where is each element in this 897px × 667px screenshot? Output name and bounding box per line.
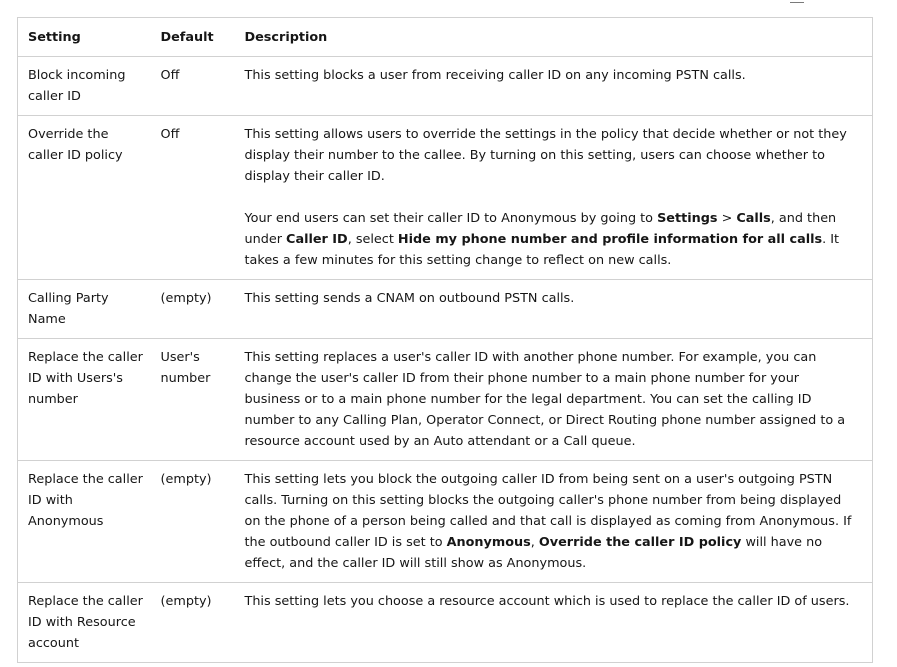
setting-cell: Override the caller ID policy [18, 116, 156, 280]
default-cell: User's number [156, 339, 230, 461]
default-cell: Off [156, 57, 230, 116]
table-row [18, 583, 873, 663]
table-row [18, 57, 873, 116]
description-cell: This setting lets you choose a resource account which is used to replace the caller ID of users. [230, 583, 873, 663]
table-row [18, 116, 873, 280]
default-cell: (empty) [156, 461, 230, 583]
text-run: Your end users can set their caller ID to Anonymous by going to [244, 211, 658, 226]
description-cell: This setting blocks a user from receiving caller ID on any incoming PSTN calls. [230, 57, 873, 116]
text-run: > [717, 211, 737, 226]
default-cell: Off [156, 116, 230, 280]
text-run: , [530, 535, 539, 550]
description-cell: This setting sends a CNAM on outbound PSTN calls. [230, 280, 873, 339]
bold-text-run: Settings [657, 211, 718, 226]
table-header-row [18, 18, 873, 57]
description-paragraph [245, 208, 859, 271]
default-cell: (empty) [156, 583, 230, 663]
description-cell [230, 461, 873, 583]
setting-cell: Calling Party Name [18, 280, 156, 339]
default-cell: (empty) [156, 280, 230, 339]
description-cell: This setting replaces a user's caller ID with another phone number. For example, you can change the user's caller ID from their phone number to a main phone number for your business or to a main phone number for the legal department. You can set the calling ID number to any Calling Plan, Operator Connect, or Direct Routing phone number assigned to a resource account used by an Auto attendant or a Call queue. [230, 339, 873, 461]
setting-cell: Replace the caller ID with Anonymous [18, 461, 156, 583]
text-run: This setting lets you block the outgoing caller ID from being sent on a user's outgoing PSTN calls. Turning on this setting blocks the outgoing caller's phone number from being displayed on the phone of a person being called and that call is displayed as coming from Anonymous. If the outbound caller ID is set to [244, 472, 852, 550]
setting-cell: Replace the caller ID with Users's number [18, 339, 156, 461]
bold-text-run: Hide my phone number and profile information for all calls [397, 232, 823, 247]
table-row [18, 461, 873, 583]
header-default: Default [156, 18, 230, 57]
bold-text-run: Override the caller ID policy [538, 535, 742, 550]
bold-text-run: Caller ID [286, 232, 348, 247]
setting-cell: Block incoming caller ID [18, 57, 156, 116]
text-run: , and then under [244, 211, 837, 247]
text-run: . It takes a few minutes for this setting change to reflect on new calls. [244, 232, 840, 268]
text-run: , select [347, 232, 398, 247]
cropped-text-fragment [790, 0, 804, 3]
bold-text-run: Anonymous [446, 535, 531, 550]
header-setting: Setting [18, 18, 156, 57]
description-cell [230, 116, 873, 280]
table-row [18, 280, 873, 339]
description-paragraph: This setting allows users to override the settings in the policy that decide whether or not they display their number to the callee. By turning on this setting, users can choose whether to display their caller ID. [244, 127, 847, 184]
header-description: Description [230, 18, 873, 57]
caller-id-settings-table [17, 17, 873, 663]
bold-text-run: Calls [736, 211, 771, 226]
table-row [18, 339, 873, 461]
setting-cell: Replace the caller ID with Resource account [18, 583, 156, 663]
text-run: will have no effect, and the caller ID will still show as Anonymous. [244, 535, 823, 571]
